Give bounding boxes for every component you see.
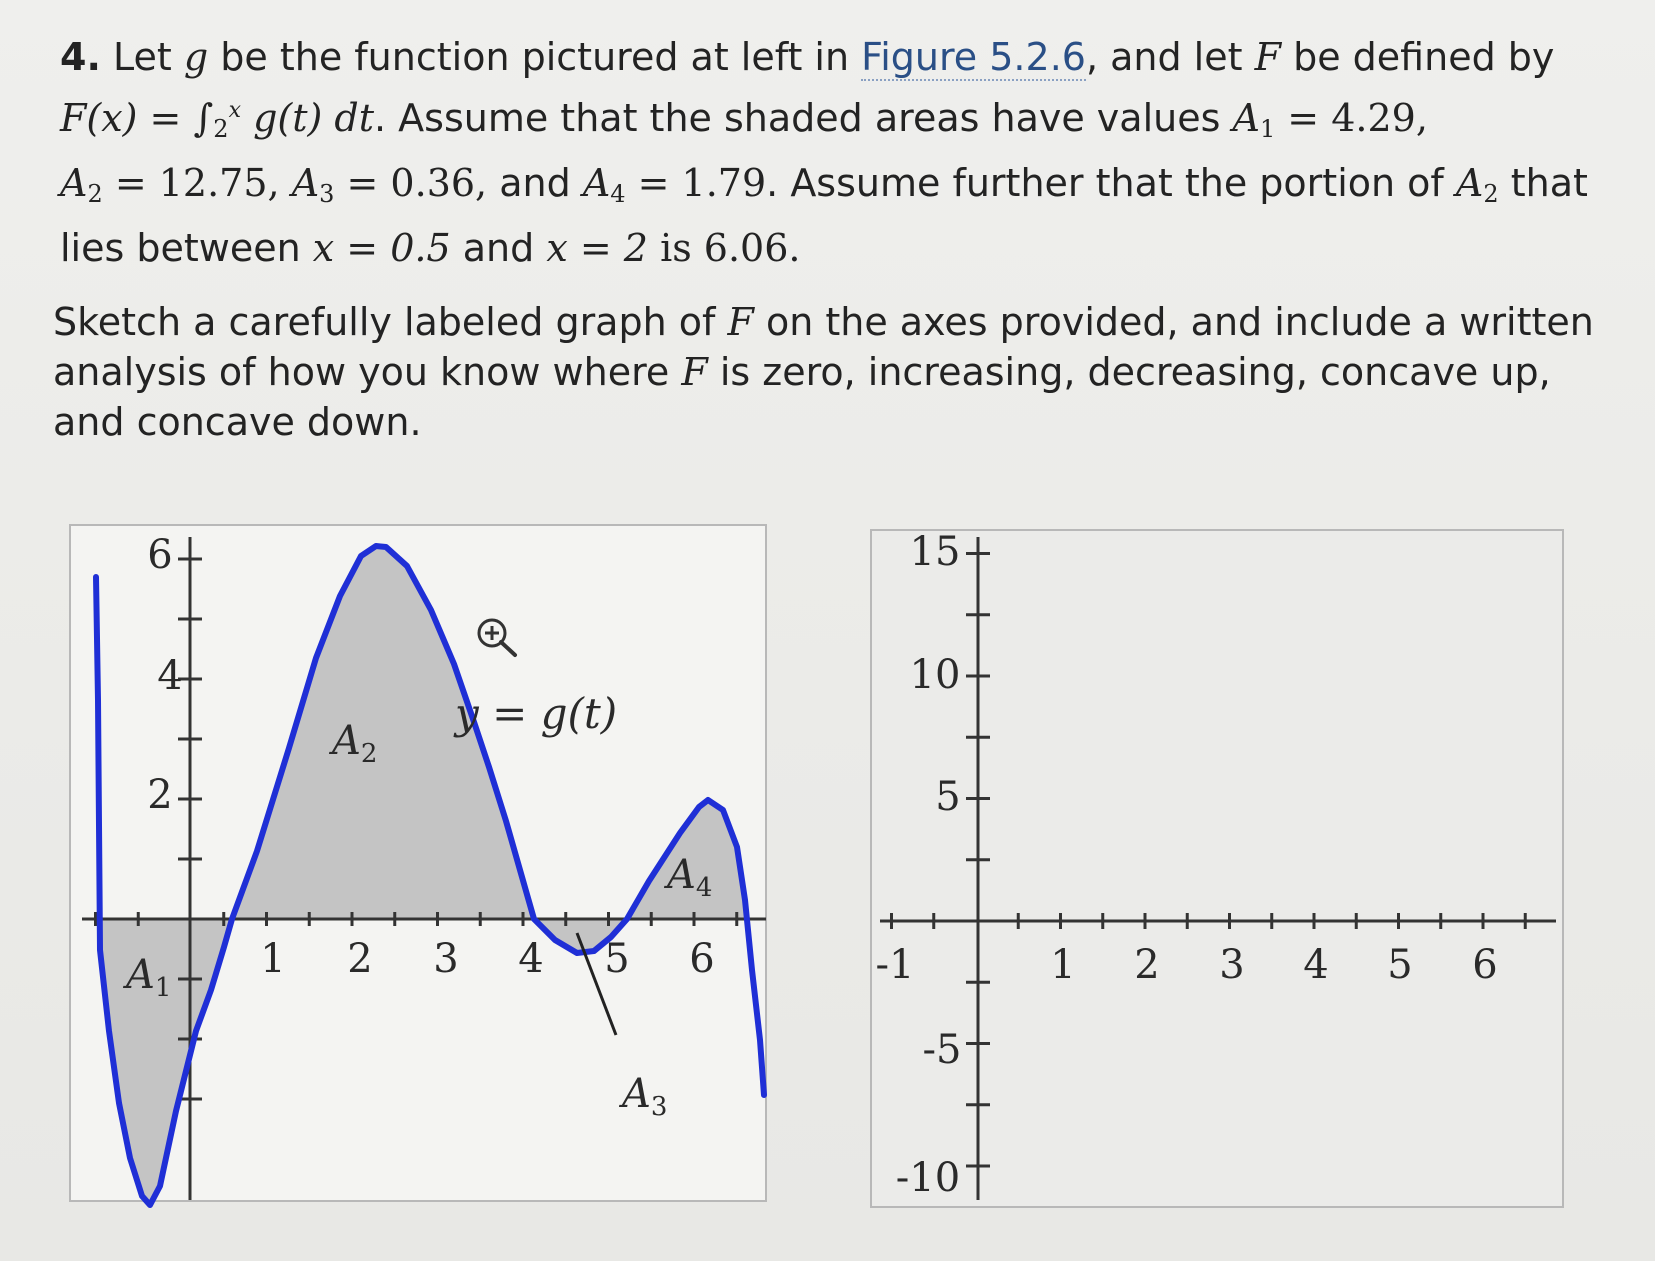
left-xtick-label: 4 [518, 936, 544, 982]
right-ytick-label: 10 [909, 652, 961, 698]
left-xtick-label: 2 [347, 936, 373, 982]
curve-label: y = g(t) [455, 689, 618, 738]
right-xtick-label: 3 [1219, 942, 1245, 988]
label-a4: $A_4$ [667, 852, 713, 903]
right-ytick-label: -5 [922, 1027, 962, 1073]
left-graph [70, 525, 766, 1205]
right-xtick-label: 5 [1387, 942, 1413, 988]
problem-statement: 4. Let g be the function pictured at left in Figure 5.2.6, and let F be defined by $F(x) = \int_2^x$ g(t) dt. Assume that the shaded areas have values $A_1 = 4.29$, $A_2 = 12.75$, $A_3 = 0.36$, and $A_4 = 1.79$. Assume further that the portion of $A_2$ that lies between x = 0.5 and x = 2 is 6.06. [60, 35, 1588, 270]
right-ytick-label: 5 [935, 774, 961, 820]
left-ytick-label: 6 [147, 532, 173, 578]
instructions: Sketch a carefully labeled graph of F on the axes provided, and include a written analysis of how you know where F is zero, increasing, decreasing, concave up, and concave down. [53, 300, 1594, 444]
label-a3: $A_3$ [622, 1071, 668, 1122]
right-xtick-label: -1 [875, 942, 915, 988]
right-ytick-label: -10 [895, 1155, 961, 1201]
label-a2: $A_2$ [332, 718, 378, 769]
right-xtick-label: 4 [1303, 942, 1329, 988]
label-a1: $A_1$ [126, 952, 172, 1003]
integral-sign: ∫ [193, 96, 214, 140]
left-ytick-label: 4 [157, 653, 183, 699]
definition-rhs: g(t) dt [253, 96, 374, 140]
right-xtick-label: 6 [1472, 942, 1498, 988]
right-ytick-label: 15 [909, 529, 961, 575]
problem-number: 4. [60, 35, 101, 79]
right-xtick-label: 2 [1134, 942, 1160, 988]
left-xtick-label: 6 [689, 936, 715, 982]
right-xtick-label: 1 [1050, 942, 1076, 988]
definition-lhs: F(x) = [60, 96, 182, 140]
figure-link[interactable]: Figure 5.2.6 [861, 35, 1086, 79]
right-graph [871, 529, 1563, 1207]
left-xtick-label: 1 [260, 936, 286, 982]
left-ytick-label: 2 [147, 772, 173, 818]
left-xtick-label: 5 [604, 936, 630, 982]
left-xtick-label: 3 [433, 936, 459, 982]
